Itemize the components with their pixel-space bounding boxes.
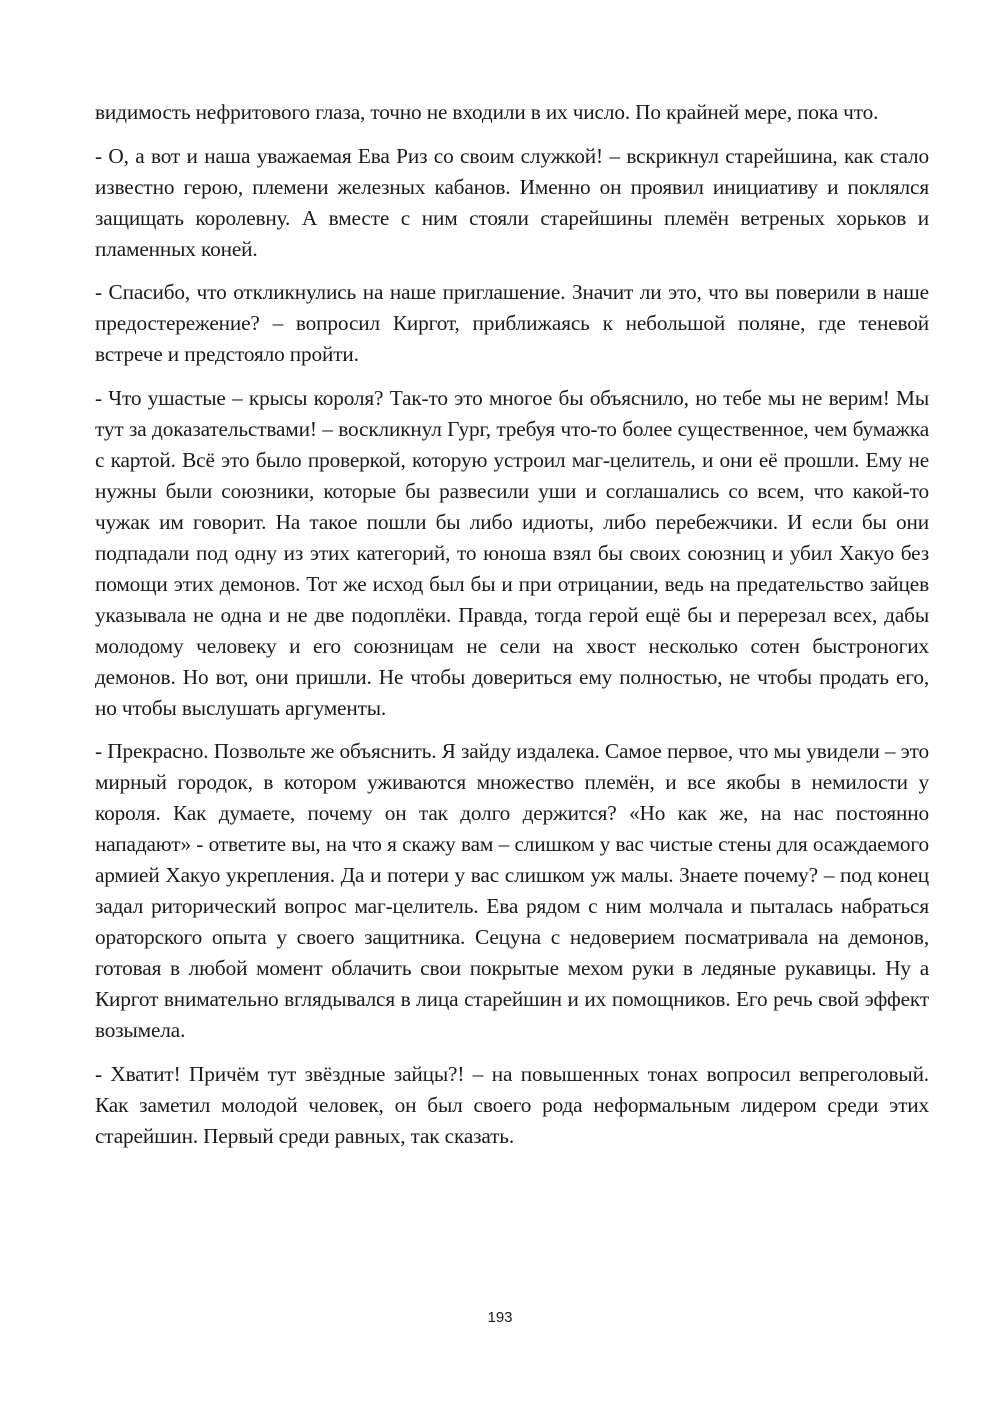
paragraph: - Спасибо, что откликнулись на наше приглашение. Значит ли это, что вы поверили в наше предостережение? – вопросил Киргот, приближаясь к небольшой поляне, где теневой встрече и предстояло пройти.: [95, 280, 929, 366]
page-number: 193: [487, 1309, 513, 1326]
paragraph: - Прекрасно. Позвольте же объяснить. Я зайду издалека. Самое первое, что мы увидели – это мирный городок, в котором уживаются множество племён, и все якобы в немилости у короля. Как думаете, почему он так долго держится? «Но как же, на нас постоянно нападают» - ответите вы, на что я скажу вам – слишком у вас чистые стены для осаждаемого армией Хакуо укрепления. Да и потери у вас слишком уж малы. Знаете почему? – под конец задал риторический вопрос маг-целитель. Ева рядом с ним молчала и пыталась набраться ораторского опыта у своего защитника. Сецуна с недоверием посматривала на демонов, готовая в любой момент облачить свои покрытые мехом руки в ледяные рукавицы. Ну а Киргот внимательно вглядывался в лица старейшин и их помощников. Его речь свой эффект возымела.: [95, 739, 929, 1042]
paragraph: - О, а вот и наша уважаемая Ева Риз со своим служкой! – вскрикнул старейшина, как стало известно герою, племени железных кабанов. Именно он проявил инициативу и поклялся защищать королевну. А вместе с ним стояли старейшины племён ветреных хорьков и пламенных коней.: [95, 143, 929, 261]
paragraph: - Хватит! Причём тут звёздные зайцы?! – на повышенных тонах вопросил вепреголовый. Как заметил молодой человек, он был своего рода неформальным лидером среди этих старейшин. Первый среди равных, так сказать.: [95, 1061, 929, 1148]
paragraph: - Что ушастые – крысы короля? Так-то это многое бы объяснило, но тебе мы не верим! Мы тут за доказательствами! – воскликнул Гург, требуя что-то более существенное, чем бумажка с картой. Всё это было проверкой, которую устроил маг-целитель, и они её прошли. Ему не нужны были союзники, которые бы развесили уши и соглашались со всем, что какой-то чужак им говорит. На такое пошли бы либо идиоты, либо перебежчики. И если бы они подпадали под одну из этих категорий, то юноша взял бы своих союзниц и убил Хакуо без помощи этих демонов. Тот же исход был бы и при отрицании, ведь на предательство зайцев указывала не одна и не две подоплёки. Правда, тогда герой ещё бы и перерезал всех, дабы молодому человеку и его союзницам не сели на хвост несколько сотен быстроногих демонов. Но вот, они пришли. Не чтобы довериться ему полностью, не чтобы продать его, но чтобы выслушать аргументы.: [95, 385, 929, 720]
page-body: [95, 97, 929, 1164]
paragraph: видимость нефритового глаза, точно не входили в их число. По крайней мере, пока что.: [95, 100, 879, 124]
